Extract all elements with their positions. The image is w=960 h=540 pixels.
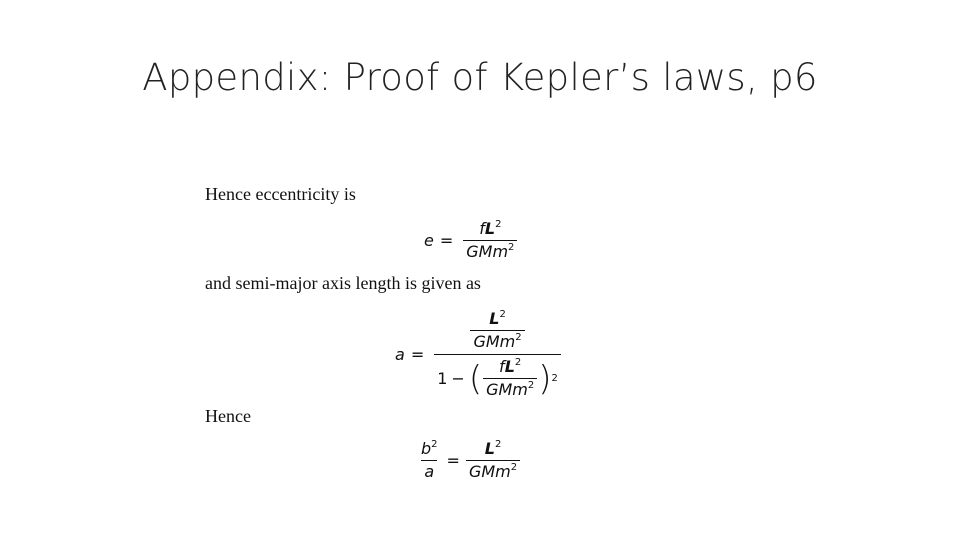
eq-a-right-paren: ) bbox=[538, 358, 552, 399]
eq-e-denominator bbox=[463, 240, 517, 261]
eq-a-inner-num bbox=[496, 358, 524, 378]
eq-r-left-fraction bbox=[418, 440, 441, 481]
eq-a-inner-f: f bbox=[499, 357, 505, 376]
eq-e-lhs: e bbox=[424, 231, 434, 250]
eq-a-top-den bbox=[470, 330, 524, 351]
eq-r-L: L bbox=[484, 439, 495, 458]
eq-r-right-num bbox=[482, 440, 505, 460]
eq-a-numerator bbox=[467, 310, 527, 354]
text-hence: Hence bbox=[205, 406, 251, 426]
eq-a-equals: = bbox=[410, 345, 425, 364]
eq-a-denominator: 1 − ( $\frac{fL^2}{GMm^2}$ ) 2 bbox=[434, 354, 561, 399]
eq-a-left-paren: ( bbox=[468, 358, 483, 399]
eq-a-L-sq: 2 bbox=[499, 309, 506, 320]
eq-a-inner-m-sq: 2 bbox=[527, 380, 535, 391]
eq-e-f: f bbox=[479, 219, 485, 238]
eq-e-fraction bbox=[463, 220, 517, 261]
eq-r-m-sq: 2 bbox=[510, 462, 518, 473]
eq-e-L: L bbox=[484, 219, 496, 238]
eq-a-inner-den bbox=[483, 378, 537, 399]
eq-a-minus: − bbox=[451, 368, 465, 388]
eq-e-m-sq: 2 bbox=[508, 242, 515, 253]
eq-a-m-sq: 2 bbox=[515, 332, 522, 343]
eq-r-left-den bbox=[421, 460, 437, 481]
eq-r-right-den bbox=[466, 460, 520, 481]
equation-eccentricity bbox=[424, 220, 521, 261]
eq-a-fraction bbox=[434, 310, 561, 399]
eq-a-inner-L: L bbox=[504, 357, 515, 376]
eq-r-left-num bbox=[418, 440, 441, 460]
slide-title: Appendix: Proof of Kepler’s laws, p6 bbox=[142, 56, 818, 99]
eq-a-lhs: a bbox=[395, 345, 405, 364]
eq-a-top-fraction bbox=[470, 310, 524, 351]
eq-e-L-sq: 2 bbox=[495, 219, 502, 230]
eq-a-inner-L-sq: 2 bbox=[514, 357, 522, 368]
eq-a-GMm: GMm bbox=[473, 332, 516, 351]
eq-r-L-sq: 2 bbox=[494, 439, 502, 450]
eq-e-numerator bbox=[476, 220, 504, 240]
equation-semi-major bbox=[395, 310, 565, 399]
equation-result bbox=[418, 440, 520, 481]
text-eccentricity-intro: Hence eccentricity is bbox=[205, 184, 356, 204]
eq-r-b: b bbox=[421, 439, 432, 458]
eq-a-one: 1 bbox=[437, 368, 448, 388]
eq-r-b-sq: 2 bbox=[431, 439, 438, 450]
eq-a-inner-fraction bbox=[483, 358, 537, 399]
eq-a-L: L bbox=[489, 309, 500, 328]
eq-e-equals: = bbox=[439, 231, 454, 250]
eq-a-top-num bbox=[486, 310, 509, 330]
text-semi-major-intro: and semi-major axis length is given as bbox=[205, 273, 481, 293]
eq-a-inner-GMm: GMm bbox=[486, 380, 528, 399]
eq-r-a: a bbox=[424, 462, 435, 481]
eq-r-equals: = bbox=[446, 451, 460, 470]
eq-r-GMm: GMm bbox=[468, 462, 511, 481]
eq-r-right-fraction bbox=[466, 440, 520, 481]
eq-e-GMm: GMm bbox=[466, 242, 509, 261]
